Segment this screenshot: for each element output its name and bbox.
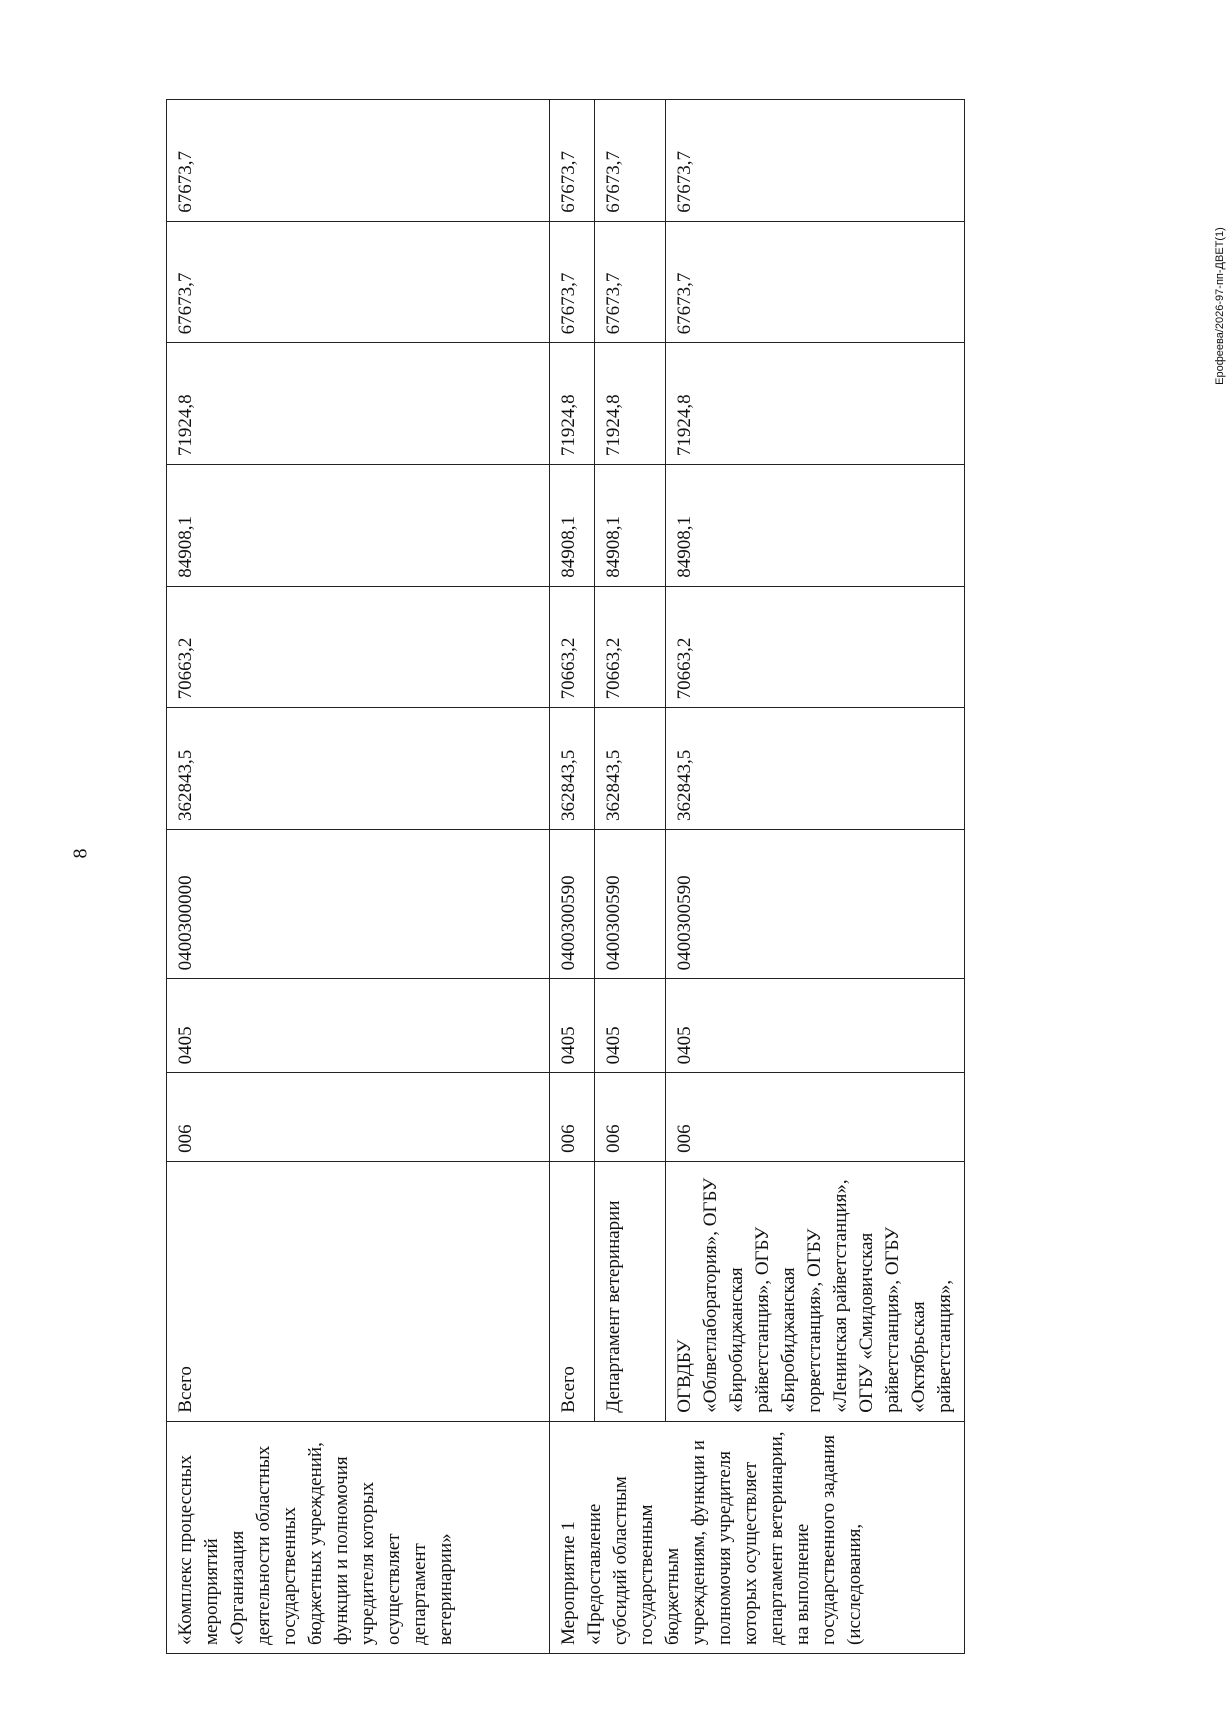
year-1-cell: 70663,2 [550,586,595,708]
year-3-cell: 71924,8 [550,343,595,465]
year-5-cell: 67673,7 [666,100,965,222]
table-row [550,100,595,1654]
year-2-cell: 84908,1 [666,465,965,587]
year-4-cell: 67673,7 [595,221,666,343]
table-row [595,100,666,1654]
year-3-cell: 71924,8 [167,343,550,465]
executor-cell: ОГВДБУ «Облветлаборатория», ОГБУ «Биробиджанская райветстанция», ОГБУ «Биробиджанская горветстанция», ОГБУ «Ленинская райветстанция», ОГБУ «Смидовичская райветстанция», ОГБУ «Октябрьская райветстанция», [666,1161,965,1421]
total-cell: 362843,5 [595,708,666,830]
csr-cell: 0400300590 [550,830,595,979]
executor-cell: Департамент ветеринарии [595,1161,666,1421]
rz-pr-cell: 0405 [666,979,965,1073]
activity-name-cell: Мероприятие 1 «Предоставление субсидий областным государственным бюджетным учреждениям, функции и полномочия учредителя которых осуществляет департамент ветеринарии, на выполнение государственного задания (исследования, [550,1421,965,1653]
total-cell: 362843,5 [666,708,965,830]
year-3-cell: 71924,8 [666,343,965,465]
year-5-cell: 67673,7 [595,100,666,222]
csr-cell: 0400300000 [167,830,550,979]
year-1-cell: 70663,2 [167,586,550,708]
year-2-cell: 84908,1 [167,465,550,587]
year-2-cell: 84908,1 [595,465,666,587]
executor-cell: Всего [167,1161,550,1421]
grbs-cell: 006 [550,1073,595,1161]
table-row [666,100,965,1654]
year-5-cell: 67673,7 [167,100,550,222]
rz-pr-cell: 0405 [595,979,666,1073]
grbs-cell: 006 [167,1073,550,1161]
budget-table-container [166,99,1106,1654]
total-cell: 362843,5 [167,708,550,830]
table-row [167,100,550,1654]
year-1-cell: 70663,2 [666,586,965,708]
year-3-cell: 71924,8 [595,343,666,465]
document-code: Ерофеева/2026-97-пп-ДВЕТ(1) [1214,227,1226,385]
year-2-cell: 84908,1 [550,465,595,587]
csr-cell: 0400300590 [595,830,666,979]
csr-cell: 0400300590 [666,830,965,979]
page-number: 8 [69,848,92,859]
rz-pr-cell: 0405 [550,979,595,1073]
activity-name-cell: «Комплекс процессных мероприятий «Организация деятельности областных государственных бюджетных учреждений, функции и полномочия учредителя которых осуществляет департамент ветеринарии» [167,1421,550,1653]
year-4-cell: 67673,7 [550,221,595,343]
grbs-cell: 006 [595,1073,666,1161]
year-5-cell: 67673,7 [550,100,595,222]
executor-cell: Всего [550,1161,595,1421]
rz-pr-cell: 0405 [167,979,550,1073]
grbs-cell: 006 [666,1073,965,1161]
year-1-cell: 70663,2 [595,586,666,708]
total-cell: 362843,5 [550,708,595,830]
year-4-cell: 67673,7 [167,221,550,343]
budget-table [166,99,965,1654]
year-4-cell: 67673,7 [666,221,965,343]
